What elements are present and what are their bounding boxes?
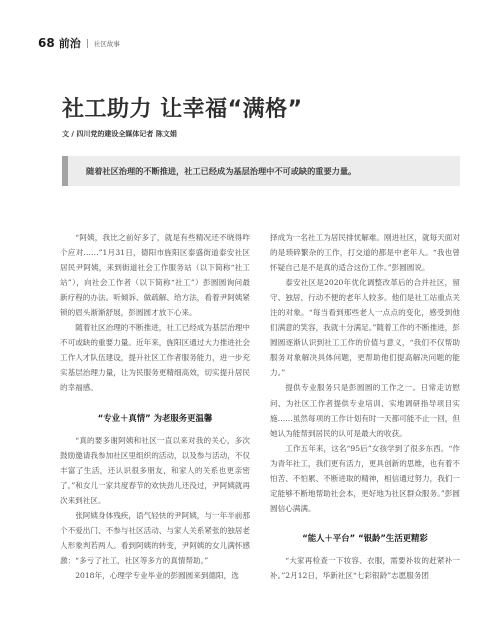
paragraph: “阿姨，我比之前好多了，就是有些精况还不晓得咋个应对……”1月31日，德阳市旌阳区泰盛街道泰安社区居民尹阿姨，来到街道社会工作服务站（以下简称“社工站”），向社会工作者（以下简称“社工”）彭圆圆询问最新疗程的办法。听倾诉、做疏解、给方法，看着尹阿姨紧锁的眉头渐渐舒展，彭圆圆才放下心来。 — [60, 233, 250, 318]
article-title: 社工助力 让幸福“满格” — [62, 97, 303, 122]
magazine-name: 前治 — [58, 37, 81, 50]
page-header — [38, 36, 120, 50]
paragraph: 张阿姨身体残疾，语气轻快的尹阿姨，与一年半前那个不爱出门、不参与社区活动、与家人关系紧张的独居老人形象判若两人。看到阿姨的转变，尹阿姨的女儿满怀感激：“多亏了社工，社区等多方的真情帮助。” — [60, 510, 250, 565]
abstract-text: 随着社区治理的不断推进，社工已经成为基层治理中不可或缺的重要力量。 — [86, 165, 357, 176]
abstract-box — [68, 156, 460, 186]
header-divider — [87, 39, 88, 48]
paragraph: 提供专业服务只是彭圆圆的工作之一。日常走访慰问、为社区工作者提供专业培训、实地调研指导项目实施……虽然每项的工作计划有时一天都可能不止一回，但她认为能帮到居民的认可是最大的收获。 — [270, 383, 460, 438]
section-heading: “专业＋真情” 为老服务更温馨 — [97, 412, 213, 423]
left-column — [60, 230, 250, 583]
paragraph: 择成为一名社工为居民排忧解难。刚进社区，就每天面对的是琐碎繁杂的工作，打交道的都是中老年人。“我也曾怀疑自己是不是真的适合这份工作。”彭圆圆说。 — [270, 233, 460, 273]
article-byline: 文 / 四川党的建设全媒体记者 陈文娟 — [62, 130, 177, 138]
section-name: 社区故事 — [93, 39, 120, 48]
paragraph: 2018年，心理学专业毕业的彭圆圆来到德阳，选 — [75, 570, 239, 580]
section-heading: “能人＋平台” “银龄”生活更精彩 — [302, 532, 428, 543]
paragraph: “真的要多谢阿姨和社区一直以来对我的关心，多次鼓励邀请我参加社区里组织的活动，以及参与活动，不仅丰富了生活，还认识很多朋友，和家人的关系也更亲密了。”和女儿一家共度春节的欢快劲儿还没过，尹阿姨就再次来到社区。 — [60, 435, 250, 505]
paragraph: 泰安社区是2020年优化调整改革后的合并社区，留守、独居、行动不便的老年人较多。他们是社工站重点关注的对象。“每当看到那些老人一点点的变化，感受到他们满意的笑容，我就十分满足。”随着工作的不断推进，彭圆圆逐渐认识到社工工作的价值与意义，“我们不仅帮助服务对象解决具体问题，更帮助他们提高解决问题的能力。” — [270, 278, 460, 378]
page-number: 68 — [38, 36, 55, 50]
paragraph: 工作五年来，这名“95后”女孩学到了很多东西。“作为青年社工，我们更有活力，更具创新的思维，也有着不怕苦、不怕累、不断进取的精神，相信通过努力，我们一定能够不断地帮助社会本，更好地为社区群众服务。”彭圆圆信心满满。 — [270, 443, 460, 513]
paragraph: “大家再检查一下妆容、衣服，需要补妆的赶紧补一补。”2月12日，华新社区“七彩银龄”志愿服务团 — [270, 555, 460, 580]
article-abstract — [62, 156, 460, 186]
paragraph: 随着社区治理的不断推进，社工已经成为基层治理中不可或缺的重要力量。近年来，旌阳区通过大力推进社会工作人才队伍建设，提升社区工作者服务能力，进一步充实基层治理力量，让为民服务更精细高效，切实提升居民的幸福感。 — [60, 323, 250, 393]
right-column — [270, 230, 460, 583]
